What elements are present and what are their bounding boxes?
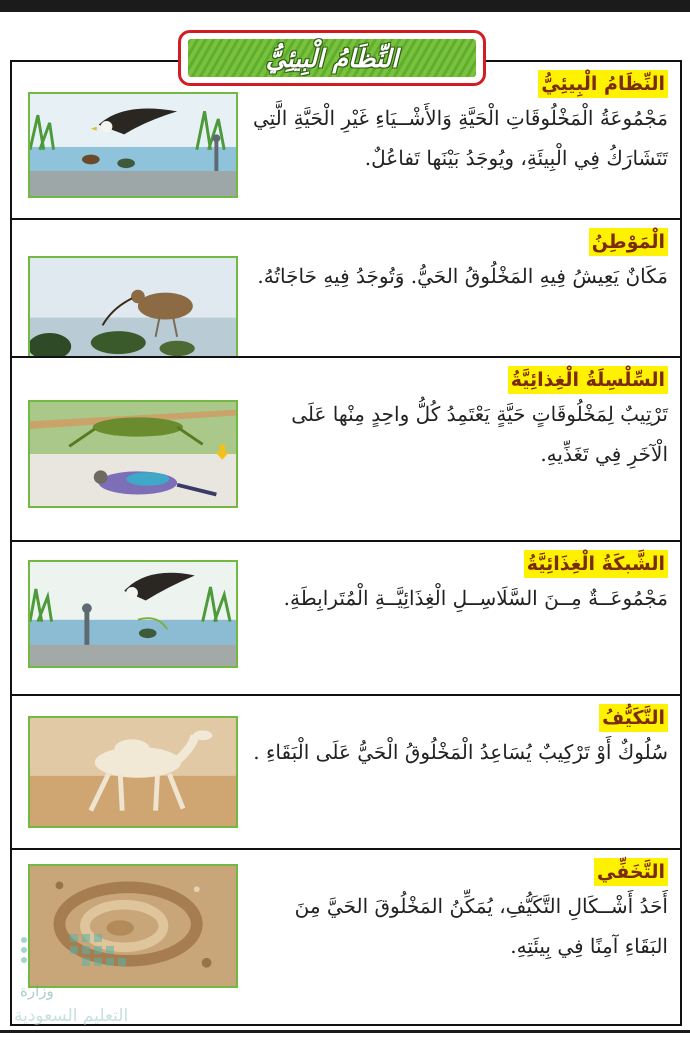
title-banner xyxy=(178,30,486,86)
eagle-heron-pond-photo xyxy=(28,92,238,198)
grasshopper-bird-photo xyxy=(28,400,238,508)
camel-desert-photo xyxy=(28,716,238,828)
watermark-line2: التعليم السعودية xyxy=(14,1006,129,1026)
ministry-watermark xyxy=(10,930,230,1028)
term-label: السِّلْسِلَةُ الْغِذائِيَّةُ xyxy=(508,366,668,394)
glossary-card-adaptation xyxy=(10,694,682,850)
card-text xyxy=(250,70,668,178)
card-text xyxy=(250,858,668,966)
term-definition: سُلُوكٌ أَوْ تَرْكِيبٌ يُسَاعِدُ الْمَخْلُوقُ الْحَيُّ عَلَى الْبَقَاءِ . xyxy=(253,740,668,764)
title-green-box xyxy=(188,39,476,77)
term-label: التَّكَيُّفُ xyxy=(599,704,668,732)
glossary-card-food-chain xyxy=(10,356,682,542)
card-text xyxy=(250,366,668,474)
glossary-card-food-web xyxy=(10,540,682,696)
term-label: الْمَوْطِنُ xyxy=(589,228,668,256)
curlew-bird-photo xyxy=(28,256,238,360)
term-definition: مَجْمُوعَةُ الْمَخْلُوقَاتِ الْحَيَّةِ وَالأَشْــيَاءِ غَيْرِ الْحَيَّةِ الَّتِي تَتَشَارَكُ فِي الْبِيئَةِ، ويُوجَدُ بَيْنَها تَفاعُلٌ. xyxy=(252,106,668,170)
bottom-bar xyxy=(0,1030,690,1033)
card-text xyxy=(250,550,668,618)
glossary-card-habitat xyxy=(10,218,682,358)
term-definition: مَجْمُوعَــةٌ مِــنَ السَّلَاسِــلِ الْغِذَائِيَّــةِ الْمُتَرابِطَةِ. xyxy=(283,586,668,610)
page-title: النِّظَامُ الْبِيئِيُّ xyxy=(265,43,399,73)
top-bar xyxy=(0,0,690,12)
term-definition: تَرْتِيبٌ لِمَخْلُوقَاتٍ حَيَّةٍ يَعْتَمِدُ كُلُّ واحِدٍ مِنْها عَلَى الْآخَرِ فِي تَغَذِّيهِ. xyxy=(291,402,668,466)
term-label: الشَّبكَةُ الْغِذَائِيَّةُ xyxy=(524,550,668,578)
eagle-heron-wetland-photo xyxy=(28,560,238,668)
watermark-line1: وزارة xyxy=(20,982,54,1000)
card-text xyxy=(250,704,668,772)
card-text xyxy=(250,228,668,296)
term-definition: مَكَانٌ يَعِيشُ فِيهِ المَخْلُوقُ الحَيُّ. وَتُوجَدُ فِيهِ حَاجَاتُهُ. xyxy=(257,264,668,288)
term-label: النِّظَامُ الْبِيئِيُّ xyxy=(538,70,668,98)
term-definition: أَحَدُ أَشْــكَالِ التَّكَيُّفِ، يُمَكِّنُ المَخْلُوقَ الحَيَّ مِنَ البَقَاءِ آمِنًا فِي بِيئَتِهِ. xyxy=(294,894,668,958)
watermark-logo-icon xyxy=(10,930,140,984)
term-label: التَّخَفِّي xyxy=(594,858,668,886)
